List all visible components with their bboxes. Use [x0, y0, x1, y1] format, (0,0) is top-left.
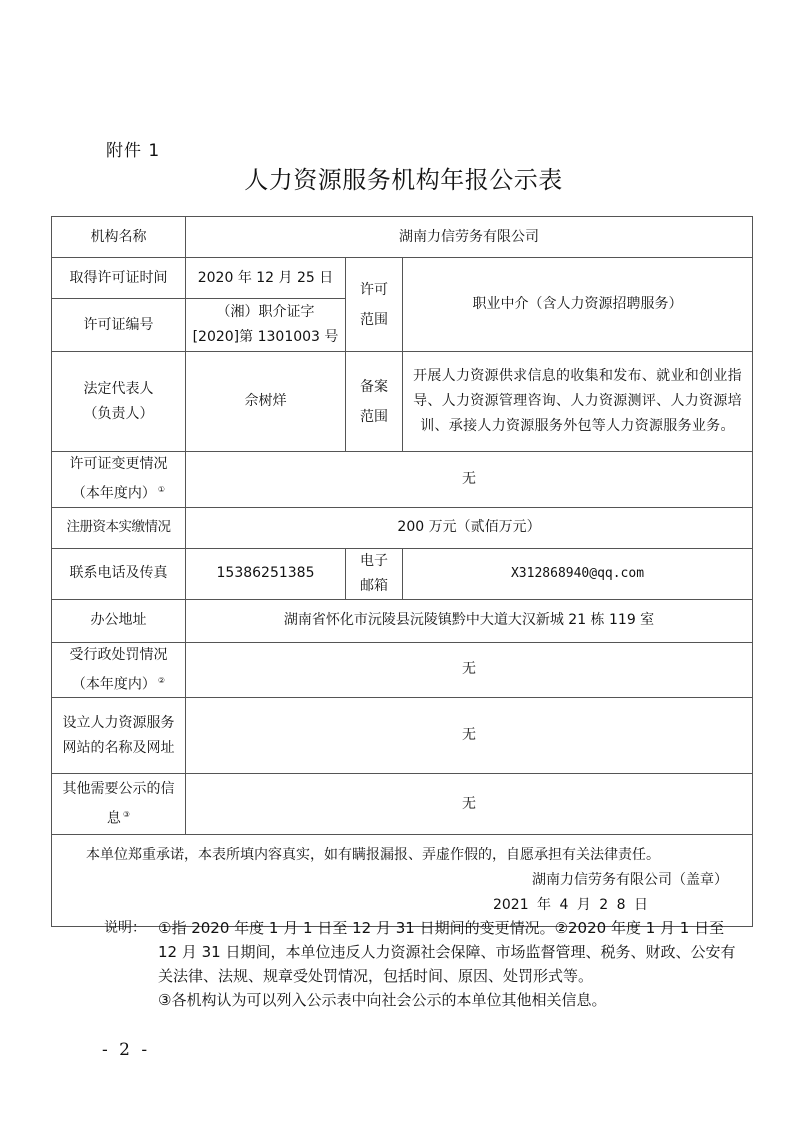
license-number-line2: [2020]第 1301003 号	[192, 329, 339, 345]
license-change-label	[52, 452, 186, 508]
page-title: 人力资源服务机构年报公示表	[244, 166, 563, 194]
license-number-value	[186, 299, 346, 352]
other-info-label-text: 其他需要公示的信息	[62, 780, 175, 827]
table-row	[52, 258, 753, 299]
address-label: 办公地址	[52, 599, 186, 642]
phone-value: 15386251385	[186, 548, 346, 599]
table-row	[52, 698, 753, 774]
contact-label: 联系电话及传真	[52, 548, 186, 599]
footnote-marker-3: ③	[122, 809, 131, 819]
license-scope-label	[346, 258, 403, 352]
signing-date: 2021 年 4 月 2 8 日	[492, 897, 649, 914]
license-scope-value: 职业中介（含人力资源招聘服务）	[403, 258, 753, 352]
filing-scope-label	[346, 352, 403, 452]
legal-rep-value: 佘树烊	[186, 352, 346, 452]
table-row	[52, 642, 753, 698]
attachment-label: 附件 1	[106, 141, 161, 161]
table-row	[52, 507, 753, 548]
table-row	[52, 835, 753, 927]
penalty-label	[52, 642, 186, 698]
penalty-label-line1: 受行政处罚情况	[69, 646, 168, 663]
notes-text-1-2: ①指 2020 年度 1 月 1 日至 12 月 31 日期间的变更情况。②2020 年度 1 月 1 日至 12 月 31 日期间，本单位违反人力资源社会保障、市场监督管理、税务、财政、公安有关法律、法规、规章受处罚情况，包括时间、原因、处罚形式等。	[158, 919, 736, 985]
other-info-label	[52, 774, 186, 835]
capital-value: 200 万元（贰佰万元）	[186, 507, 753, 548]
org-name-value: 湖南力信劳务有限公司	[186, 217, 753, 258]
penalty-value: 无	[186, 642, 753, 698]
table-row	[52, 217, 753, 258]
page-number: - 2 -	[102, 1040, 148, 1060]
notes-lead: 说明：	[104, 920, 146, 936]
penalty-label-line2	[56, 668, 181, 698]
footnote-marker-1: ①	[157, 485, 166, 494]
legal-rep-label-line1: 法定代表人	[83, 380, 154, 397]
website-label: 设立人力资源服务网站的名称及网址	[52, 698, 186, 774]
table-row	[52, 774, 753, 835]
table-row	[52, 599, 753, 642]
org-name-label: 机构名称	[52, 217, 186, 258]
commitment-cell	[52, 835, 753, 927]
license-date-label: 取得许可证时间	[52, 258, 186, 299]
table-row	[52, 548, 753, 599]
license-change-label-text: （本年度内）	[71, 485, 156, 502]
address-value: 湖南省怀化市沅陵县沅陵镇黔中大道大汉新城 21 栋 119 室	[186, 599, 753, 642]
commitment-statement: 本单位郑重承诺，本表所填内容真实，如有瞒报漏报、弄虚作假的，自愿承担有关法律责任。	[86, 847, 660, 864]
license-change-label-line1: 许可证变更情况	[69, 456, 168, 472]
capital-label: 注册资本实缴情况	[52, 507, 186, 548]
license-number-line1: （湘）职介证字	[216, 304, 315, 320]
filing-scope-value: 开展人力资源供求信息的收集和发布、就业和创业指导、人力资源管理咨询、人力资源测评、人力资源培训、承接人力资源服务外包等人力资源服务业务。	[403, 352, 753, 452]
website-value: 无	[186, 698, 753, 774]
legal-rep-label-line2: （负责人）	[83, 405, 154, 422]
notes-text-3: ③各机构认为可以列入公示表中向社会公示的本单位其他相关信息。	[158, 991, 607, 1009]
email-value: X312868940@qq.com	[403, 548, 753, 599]
other-info-value: 无	[186, 774, 753, 835]
footnote-marker-2: ②	[157, 675, 166, 685]
email-label-text: 电子邮箱	[359, 552, 388, 594]
report-table	[51, 216, 753, 927]
company-seal: 湖南力信劳务有限公司（盖章）	[532, 872, 729, 889]
email-label	[346, 548, 403, 599]
legal-rep-label	[52, 352, 186, 452]
table-row	[52, 452, 753, 508]
license-scope-label-text: 许可范围	[359, 281, 388, 328]
filing-scope-label-text: 备案范围	[359, 378, 388, 425]
notes-body	[158, 916, 744, 1012]
notes-section	[104, 916, 744, 1012]
license-number-label: 许可证编号	[52, 299, 186, 352]
penalty-label-text: （本年度内）	[71, 676, 156, 693]
license-change-value: 无	[186, 452, 753, 508]
license-change-label-line2	[56, 477, 181, 507]
table-row	[52, 352, 753, 452]
license-date-value: 2020 年 12 月 25 日	[186, 258, 346, 299]
